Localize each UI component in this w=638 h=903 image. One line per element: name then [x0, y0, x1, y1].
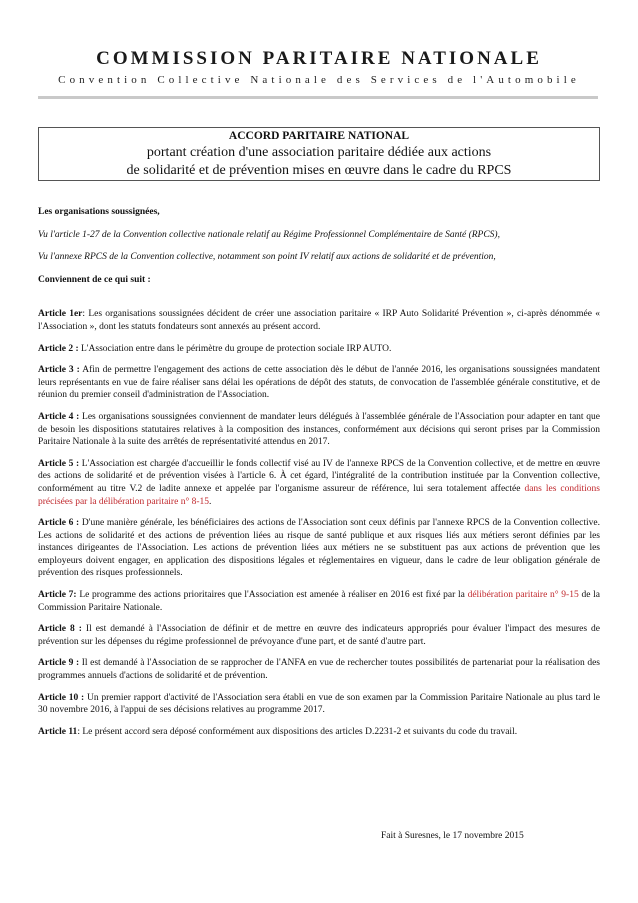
article-2: [38, 343, 600, 356]
article-3-text: Afin de permettre l'engagement des actions de cette association dès le début de l'année 2016, les organisations soussignées mandatent leurs représentants en vue de faire réaliser sans délai les opérations de dépôt des statuts, de convocation de l'assemblée générale constitutive, et de réunion du premier conseil d'administration de l'Association.: [38, 365, 600, 401]
article-4-label: Article 4 :: [38, 411, 80, 422]
article-11-label: Article 11: [38, 726, 78, 737]
article-6-text: D'une manière générale, les bénéficiaires des actions de l'Association sont ceux définis par l'annexe RPCS de la Convention collective. Les actions de solidarité et des actions de prévention liées au risque de santé publique et aux risques liés aux métiers seront définies par les instances dirigeantes de l'Association. Les actions de prévention liées aux métiers ne se substituent pas aux actions de prévention que les employeurs doivent engager, en application des dispositions légales et réglementaires en vigueur, dans le cadre de leur obligation générale de prévention des risques professionnels.: [38, 518, 600, 579]
article-7: [38, 589, 600, 614]
agree-heading: Conviennent de ce qui suit :: [38, 274, 151, 285]
article-9-label: Article 9 :: [38, 658, 80, 669]
article-11-text: : Le présent accord sera déposé conformément aux dispositions des articles D.2231-2 et suivants du code du travail.: [77, 726, 518, 737]
article-5: [38, 458, 600, 508]
article-5-end: .: [209, 496, 212, 507]
article-2-label: Article 2 :: [38, 343, 79, 354]
article-9-text: Il est demandé à l'Association de se rapprocher de l'ANFA en vue de rechercher toutes possibilités de partenariat pour la réalisation des programmes annuels d'actions de solidarité et de prévention.: [38, 658, 600, 682]
parties-heading: Les organisations soussignées,: [38, 207, 160, 217]
article-4: [38, 411, 600, 449]
accord-subject-line-1: portant création d'une association paritaire dédiée aux actions: [146, 145, 492, 160]
convention-subtitle: Convention Collective Nationale des Services de l'Automobile: [58, 74, 580, 86]
header-divider: [38, 96, 598, 99]
article-1-text: : Les organisations soussignées décident de créer une association paritaire « IRP Auto Solidarité Prévention », ci-après dénommée « l'Association », dont les statuts fondateurs sont annexés au présent accord.: [38, 309, 600, 332]
article-1: [38, 308, 600, 333]
article-6: [38, 517, 600, 580]
accord-title-box: [38, 127, 600, 181]
accord-subject-line-2: de solidarité et de prévention mises en œuvre dans le cadre du RPCS: [126, 163, 512, 178]
article-7-text: Le programme des actions prioritaires que l'Association est amenée à réaliser en 2016 est fixé par la: [76, 590, 468, 601]
deliberation-8-15-link[interactable]: dans les conditions précisées par la délibération paritaire n° 8-15: [38, 483, 600, 507]
article-8-text: Il est demandé à l'Association de définir et de mettre en œuvre des indicateurs appropriés pour évaluer l'impact des mesures de prévention sur les dépenses du régime professionnel de prévoyance d'une part, et de santé d'autre part.: [38, 624, 600, 647]
article-3-label: Article 3 :: [38, 365, 80, 376]
article-2-text: L'Association entre dans le périmètre du groupe de protection sociale IRP AUTO.: [78, 343, 392, 354]
article-7-end: de la Commission Paritaire Nationale.: [38, 590, 600, 613]
article-4-text: Les organisations soussignées conviennent de mandater leurs délégués à l'assemblée générale de l'Association pour adapter en tant que de besoin les dispositions statutaires relatives à la composition des instances, conformément aux décisions qui seront prises par la Commission Paritaire Nationale à la suite des arrêtés de représentativité attendus en 2017.: [38, 411, 600, 448]
article-3: [38, 364, 600, 402]
article-10-label: Article 10 :: [38, 692, 85, 703]
document-body: [38, 206, 600, 738]
article-9: [38, 657, 600, 682]
article-8-label: Article 8 :: [38, 624, 82, 635]
article-1-label: Article 1er: [38, 309, 83, 320]
article-6-label: Article 6 :: [38, 518, 80, 529]
deliberation-9-15-link[interactable]: délibération paritaire n° 9-15: [467, 590, 579, 601]
article-10-text: Un premier rapport d'activité de l'Association sera établi en vue de son examen par la Commission Paritaire Nationale au plus tard le 30 novembre 2016, à l'appui de ses décisions relatives au programme 2017.: [38, 692, 601, 716]
article-7-label: Article 7:: [38, 590, 77, 601]
article-8: [38, 623, 600, 648]
article-5-text: L'Association est chargée d'accueillir le fonds collectif visé au IV de l'annexe RPCS de la Convention collective, et de mettre en œuvre des actions de solidarité et de prévention visées à l'article 6. À cet égard, l'intégralité de la contribution instituée par la Convention collective, conformément au titre V.2 de ladite annexe et appelée par l'organisme assureur de référence, lui sera totalement affectée: [38, 458, 601, 494]
vu-annexe: Vu l'annexe RPCS de la Convention collective, notamment son point IV relatif aux actions de solidarité et de prévention,: [38, 252, 496, 263]
commission-title: COMMISSION PARITAIRE NATIONALE: [96, 48, 542, 69]
article-10: [38, 692, 600, 717]
article-5-label: Article 5 :: [38, 458, 80, 469]
article-11: [38, 726, 600, 739]
accord-title: ACCORD PARITAIRE NATIONAL: [228, 130, 410, 142]
vu-article: Vu l'article 1-27 de la Convention collective nationale relatif au Régime Professionnel Complémentaire de Santé (RPCS),: [38, 229, 500, 240]
signature-place-date: Fait à Suresnes, le 17 novembre 2015: [381, 831, 524, 841]
